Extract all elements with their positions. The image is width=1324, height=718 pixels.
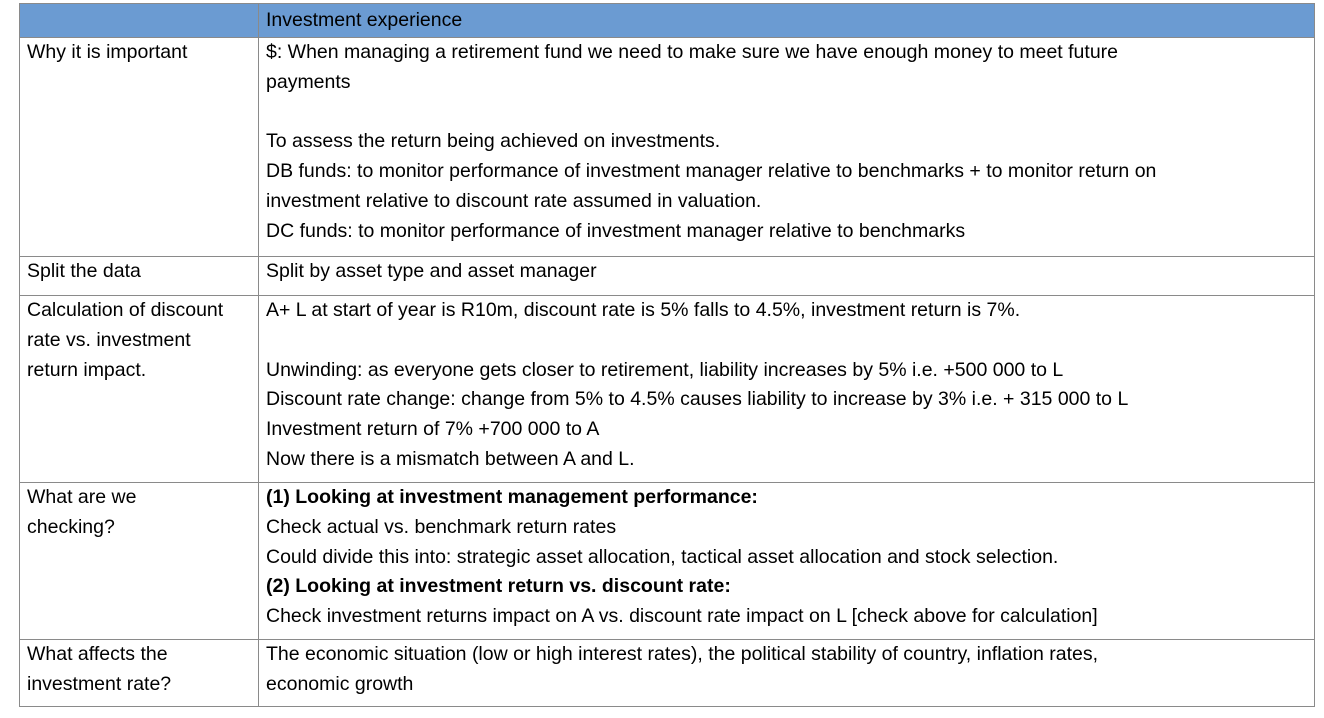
table-row: [20, 640, 1315, 707]
content-line: Split by asset type and asset manager: [266, 260, 597, 282]
content-line: $: When managing a retirement fund we need to make sure we have enough money to meet future: [266, 41, 1119, 63]
row-label: rate vs. investment: [27, 328, 191, 351]
header-row: [20, 4, 1315, 38]
content-line: Now there is a mismatch between A and L.: [266, 447, 635, 470]
row-label: investment rate?: [27, 672, 172, 695]
content-line: A+ L at start of year is R10m, discount rate is 5% falls to 4.5%, investment return is 7%.: [266, 299, 1021, 321]
table-row: [20, 483, 1315, 640]
header-title-cell[interactable]: Investment experience: [259, 4, 1315, 38]
row-label: return impact.: [27, 358, 147, 381]
table-row: [20, 38, 1315, 257]
row-label: Calculation of discount: [27, 299, 224, 321]
row-label-cell[interactable]: [20, 38, 259, 257]
content-line: The economic situation (low or high interest rates), the political stability of country, inflation rates,: [266, 643, 1099, 665]
investment-experience-table: [19, 3, 1315, 707]
section-heading: (1) Looking at investment management performance:: [266, 486, 758, 508]
content-line: Could divide this into: strategic asset allocation, tactical asset allocation and stock selection.: [266, 545, 1059, 568]
row-label: What are we: [27, 486, 137, 508]
row-label: checking?: [27, 515, 115, 538]
content-line: Discount rate change: change from 5% to 4.5% causes liability to increase by 3% i.e. + 315 000 to L: [266, 388, 1129, 411]
blank-line: [266, 98, 1310, 128]
table-row: [20, 296, 1315, 483]
row-label-cell[interactable]: [20, 483, 259, 640]
content-line: Investment return of 7% +700 000 to A: [266, 418, 600, 441]
row-label-cell[interactable]: [20, 640, 259, 707]
content-line: DB funds: to monitor performance of investment manager relative to benchmarks + to monitor return on: [266, 160, 1157, 183]
content-line: DC funds: to monitor performance of investment manager relative to benchmarks: [266, 219, 966, 242]
row-label: What affects the: [27, 643, 168, 665]
row-content-cell[interactable]: [259, 640, 1315, 707]
row-label: Why it is important: [27, 41, 188, 63]
table-row: [20, 257, 1315, 296]
content-line: investment relative to discount rate assumed in valuation.: [266, 189, 762, 212]
header-corner-cell[interactable]: [20, 4, 259, 38]
blank-line: [266, 326, 1310, 356]
section-heading: (2) Looking at investment return vs. discount rate:: [266, 575, 731, 598]
row-content-cell[interactable]: [259, 38, 1315, 257]
row-label-cell[interactable]: [20, 257, 259, 296]
row-content-cell[interactable]: [259, 483, 1315, 640]
content-line: Check investment returns impact on A vs. discount rate impact on L [check above for calculation]: [266, 605, 1098, 628]
content-line: Check actual vs. benchmark return rates: [266, 515, 617, 538]
content-line: To assess the return being achieved on investments.: [266, 130, 721, 153]
row-content-cell[interactable]: [259, 296, 1315, 483]
content-line: payments: [266, 70, 351, 93]
row-content-cell[interactable]: [259, 257, 1315, 296]
content-line: economic growth: [266, 672, 414, 695]
content-line: Unwinding: as everyone gets closer to retirement, liability increases by 5% i.e. +500 000 to L: [266, 358, 1064, 381]
row-label: Split the data: [27, 260, 141, 282]
row-label-cell[interactable]: [20, 296, 259, 483]
